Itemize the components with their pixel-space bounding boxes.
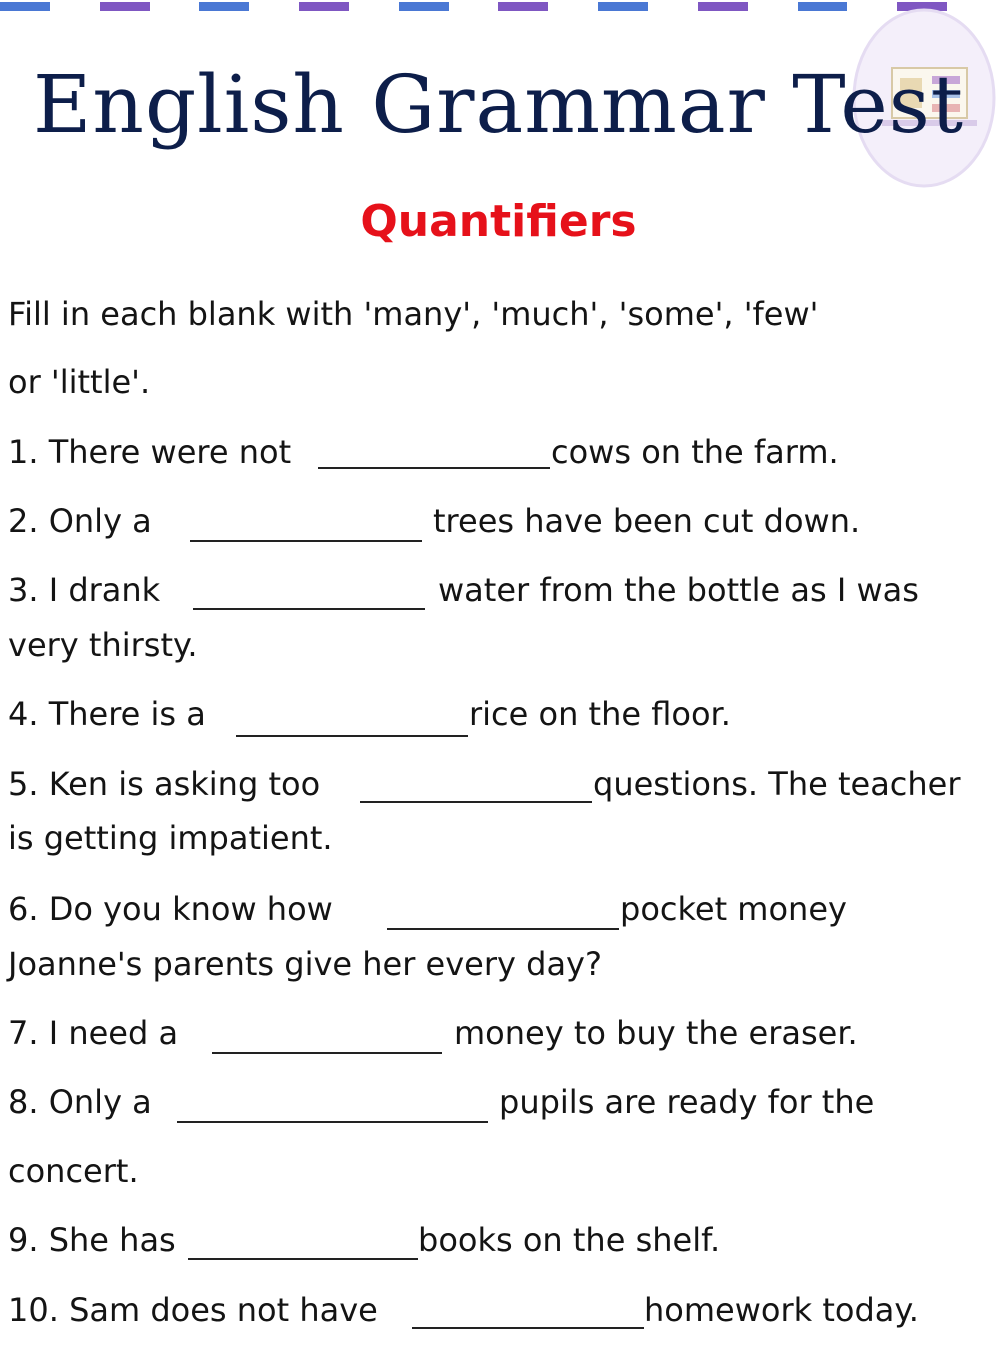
question-8-continuation: concert. (8, 1152, 139, 1190)
question-8-prompt: 8. Only a (8, 1083, 152, 1121)
question-10-rest: homework today. (644, 1291, 919, 1329)
page-title: English Grammar Test (33, 58, 964, 151)
question-2-blank[interactable] (190, 540, 422, 542)
question-2-prompt: 2. Only a (8, 502, 152, 540)
question-3-prompt: 3. I drank (8, 571, 161, 609)
question-1-rest: cows on the farm. (551, 433, 839, 471)
question-1-prompt: 1. There were not (8, 433, 292, 471)
question-9-prompt: 9. She has (8, 1221, 176, 1259)
question-8-blank[interactable] (177, 1121, 488, 1123)
question-9-blank[interactable] (188, 1258, 418, 1260)
question-3-rest: water from the bottle as I was (438, 571, 919, 609)
question-6-prompt: 6. Do you know how (8, 890, 333, 928)
question-10-blank[interactable] (412, 1327, 644, 1329)
question-6-rest: pocket money (620, 890, 847, 928)
question-5-continuation: is getting impatient. (8, 819, 333, 857)
question-2-rest: trees have been cut down. (433, 502, 861, 540)
question-9-rest: books on the shelf. (418, 1221, 721, 1259)
question-4-prompt: 4. There is a (8, 695, 206, 733)
question-3-blank[interactable] (193, 608, 425, 610)
question-10-prompt: 10. Sam does not have (8, 1291, 378, 1329)
question-4-rest: rice on the floor. (469, 695, 731, 733)
question-4-blank[interactable] (236, 735, 468, 737)
question-6-continuation: Joanne's parents give her every day? (8, 945, 602, 983)
question-1-blank[interactable] (318, 467, 550, 469)
question-8-rest: pupils are ready for the (499, 1083, 875, 1121)
question-5-rest: questions. The teacher (593, 765, 961, 803)
question-7-rest: money to buy the eraser. (454, 1014, 858, 1052)
instructions-line-1: Fill in each blank with 'many', 'much', 'some', 'few' (8, 295, 819, 333)
decorative-stripe (0, 0, 997, 14)
question-5-blank[interactable] (360, 801, 592, 803)
question-6-blank[interactable] (387, 928, 619, 930)
question-3-continuation: very thirsty. (8, 626, 198, 664)
instructions-line-2: or 'little'. (8, 363, 151, 401)
question-7-prompt: 7. I need a (8, 1014, 179, 1052)
question-5-prompt: 5. Ken is asking too (8, 765, 321, 803)
question-7-blank[interactable] (212, 1052, 442, 1054)
page-subtitle: Quantifiers (360, 196, 637, 247)
